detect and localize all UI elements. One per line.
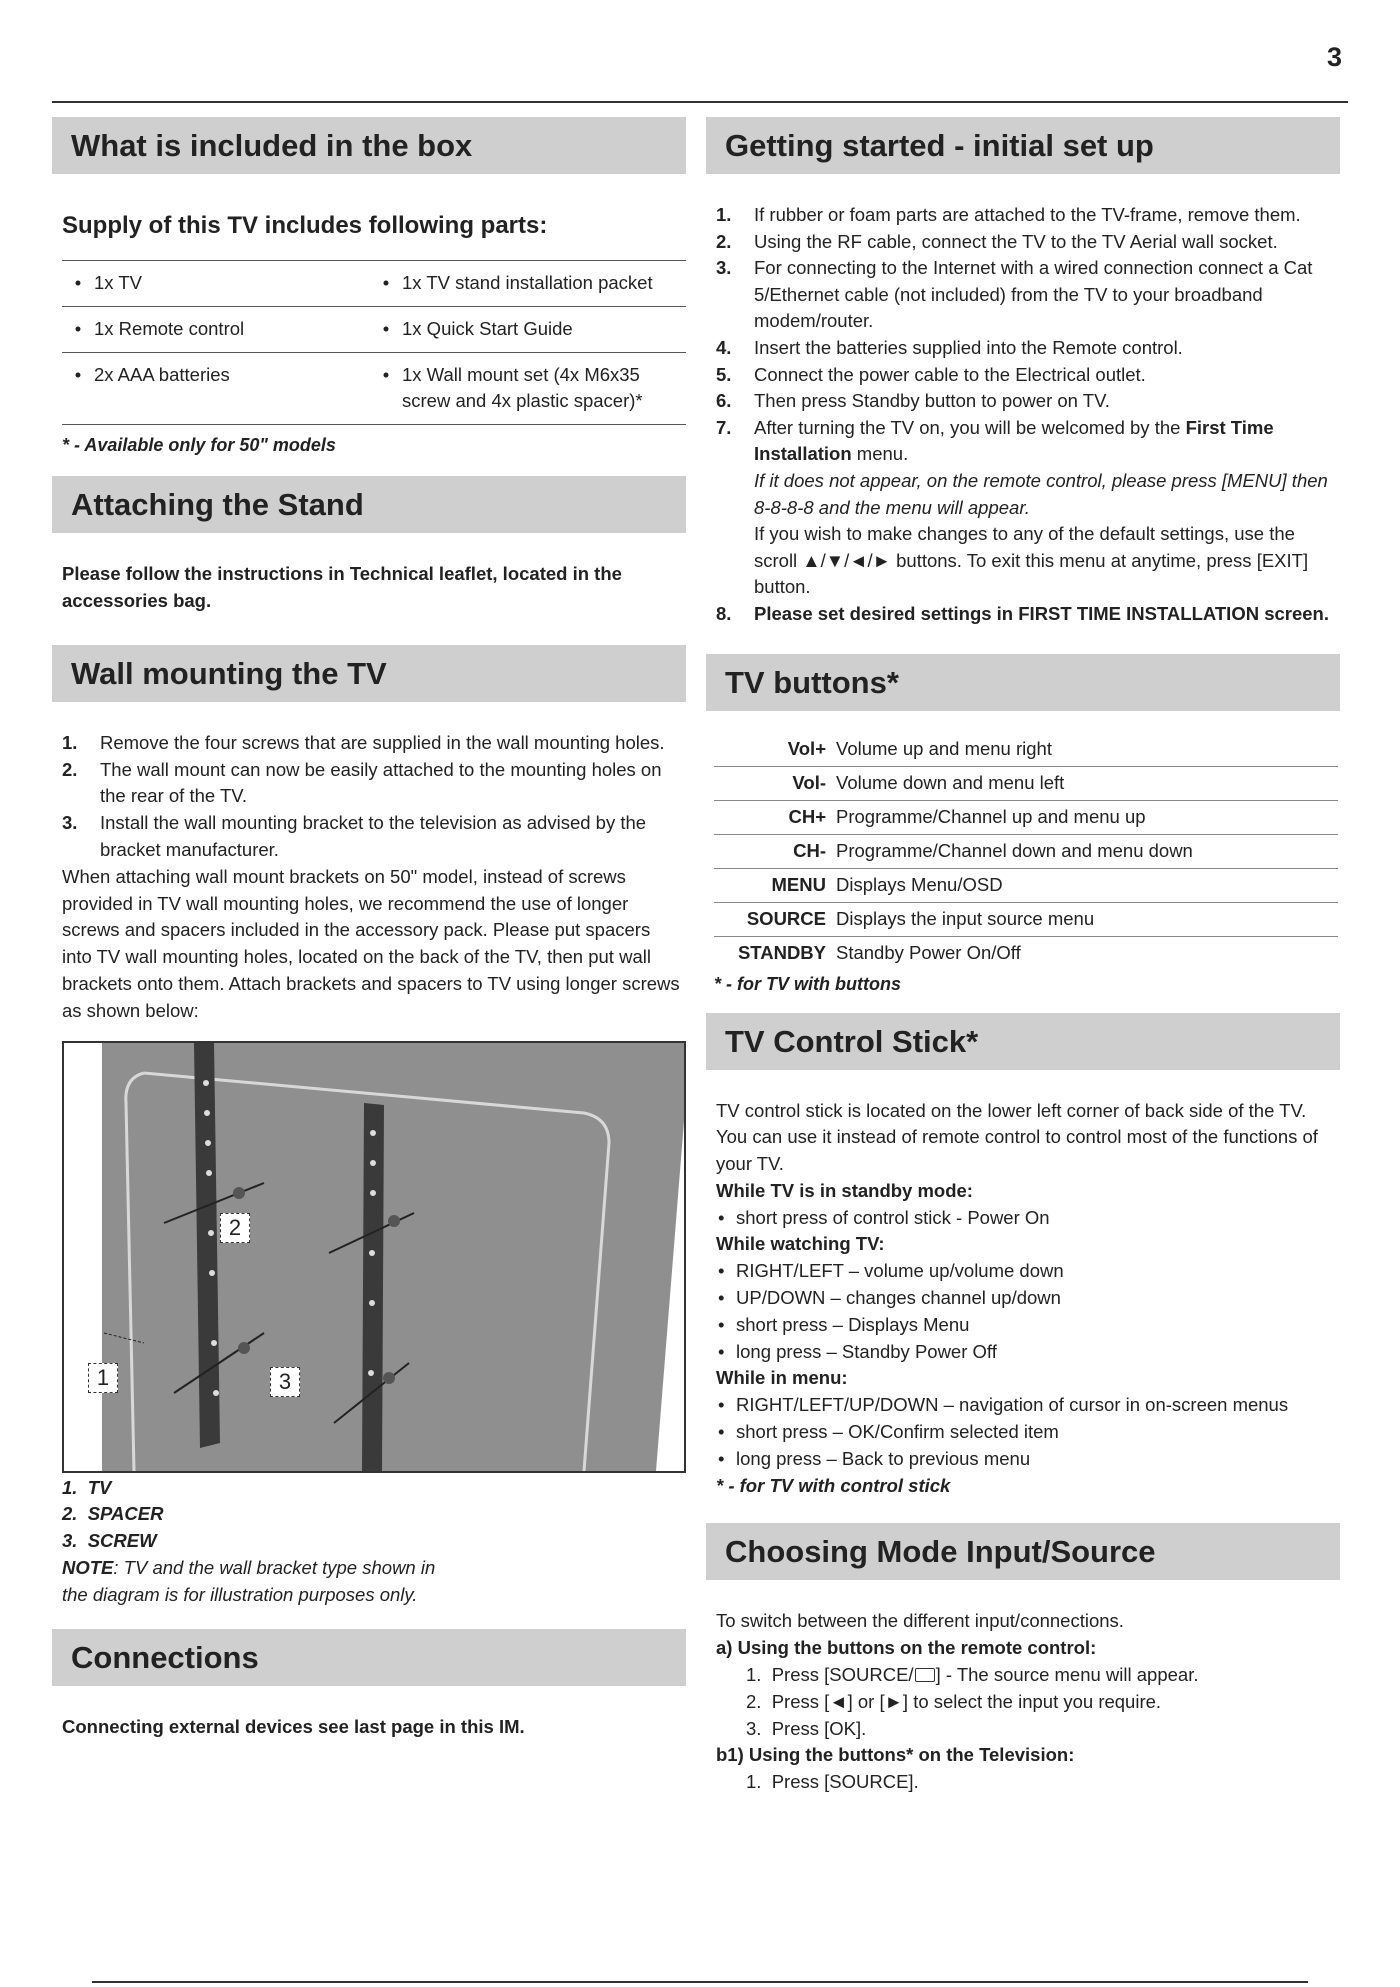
table-row: • 1x TV • 1x TV stand installation packet	[62, 261, 686, 307]
section-title-stick: TV Control Stick*	[706, 1013, 1340, 1070]
footer-rule	[92, 1981, 1308, 1983]
section-title-stand: Attaching the Stand	[52, 476, 686, 533]
table-row: SOURCE Displays the input source menu	[714, 902, 1338, 936]
source-remote-steps	[716, 1662, 1335, 1742]
list-item: 1. Remove the four screws that are supplied in the wall mounting holes.	[62, 731, 665, 753]
stick-intro: TV control stick is located on the lower left corner of back side of the TV. You can use it instead of remote control to control most of the functions of your TV.	[716, 1099, 1318, 1175]
list-item: 6. Then press Standby button to power on TV.	[716, 390, 1110, 412]
source-intro: To switch between the different input/connections.	[716, 1610, 1124, 1632]
source-body	[706, 1608, 1340, 1796]
list-item: • short press of control stick - Power On	[716, 1205, 1335, 1232]
part-cell: 1x TV stand installation packet	[402, 261, 686, 307]
header-rule	[52, 101, 1348, 103]
list-item: 2. Using the RF cable, connect the TV to the TV Aerial wall socket.	[716, 230, 1278, 252]
list-item: 4. Insert the batteries supplied into the Remote control.	[716, 336, 1183, 358]
table-row: Vol- Volume down and menu left	[714, 766, 1338, 800]
stick-heading-standby: While TV is in standby mode:	[716, 1179, 973, 1201]
part-cell: 1x Quick Start Guide	[402, 306, 686, 352]
list-item: 3. Install the wall mounting bracket to the television as advised by the bracket manufacturer.	[62, 812, 647, 860]
stick-note: * - for TV with control stick	[716, 1474, 951, 1496]
source-heading-tv: b1) Using the buttons* on the Television:	[716, 1744, 1075, 1766]
wall-mount-illustration	[64, 1043, 684, 1471]
right-column	[706, 117, 1340, 1796]
parts-table	[62, 260, 686, 425]
part-cell: 1x Wall mount set (4x M6x35 screw and 4x plastic spacer)*	[402, 352, 686, 425]
source-tv-steps	[716, 1769, 1335, 1796]
left-column	[52, 117, 686, 1740]
list-item: 1. Press [SOURCE/ ] - The source menu will appear.	[746, 1664, 1199, 1686]
wall-mount-diagram	[62, 1041, 686, 1473]
list-item: • long press – Standby Power Off	[716, 1339, 1335, 1366]
list-item: 7. After turning the TV on, you will be welcomed by the First Time Installation menu. If it does not appear, on the remote control, please press [MENU] then 8-8-8-8 and the menu will appear. If you wish to make changes to any of the default settings, use the scroll ▲/▼/◄/► buttons. To exit this menu at anytime, press [EXIT] button.	[716, 416, 1328, 598]
page-number: 3	[1326, 42, 1342, 72]
wall-paragraph: When attaching wall mount brackets on 50" model, instead of screws provided in TV wall mounting holes, we recommend the use of longer screws and spacers included in the accessory pack. Please put spacers into TV wall mounting holes, located on the back of the TV, then put wall brackets onto them. Attach brackets and spacers to TV using longer screws as shown below:	[62, 865, 680, 1021]
list-item: 1. Press [SOURCE].	[746, 1771, 919, 1793]
stick-list-standby	[716, 1205, 1335, 1232]
list-item: • short press – OK/Confirm selected item	[716, 1419, 1335, 1446]
table-row: • 2x AAA batteries • 1x Wall mount set (4x M6x35 screw and 4x plastic spacer)*	[62, 352, 686, 425]
wall-steps	[62, 730, 681, 864]
section-title-connections: Connections	[52, 1629, 686, 1686]
buttons-note: * - for TV with buttons	[714, 973, 901, 994]
list-item: 3. For connecting to the Internet with a wired connection connect a Cat 5/Ethernet cable (not included) from the TV to your broadband modem/router.	[716, 257, 1313, 332]
section-title-buttons: TV buttons*	[706, 654, 1340, 711]
part-cell: 2x AAA batteries	[94, 352, 370, 425]
list-item: 8. Please set desired settings in FIRST TIME INSTALLATION screen.	[716, 602, 1329, 624]
section-title-wall: Wall mounting the TV	[52, 645, 686, 702]
table-row: • 1x Remote control • 1x Quick Start Guide	[62, 306, 686, 352]
list-item: 1. If rubber or foam parts are attached to the TV-frame, remove them.	[716, 204, 1301, 225]
part-cell: 1x TV	[94, 261, 370, 307]
callout-1: 1	[88, 1363, 118, 1393]
wall-body	[52, 730, 686, 1025]
stick-heading-watching: While watching TV:	[716, 1233, 885, 1255]
callout-2: 2	[220, 1213, 250, 1243]
source-heading-remote: a) Using the buttons on the remote control:	[716, 1637, 1097, 1659]
diagram-legend	[52, 1475, 686, 1609]
list-item: • UP/DOWN – changes channel up/down	[716, 1285, 1335, 1312]
box-subtitle: Supply of this TV includes following parts:	[62, 212, 548, 239]
connections-text: Connecting external devices see last page in this IM.	[62, 1715, 525, 1737]
stick-body	[706, 1098, 1340, 1500]
stand-text: Please follow the instructions in Technical leaflet, located in the accessories bag.	[62, 563, 622, 611]
box-note: * - Available only for 50" models	[62, 435, 336, 456]
legend-item: 2. SPACER	[62, 1503, 164, 1525]
legend-item: 3. SCREW	[62, 1530, 157, 1552]
list-item: 3. Press [OK].	[746, 1717, 867, 1739]
list-item: 2. The wall mount can now be easily attached to the mounting holes on the rear of the TV.	[62, 758, 662, 807]
diagram-note: NOTE: TV and the wall bracket type shown in the diagram is for illustration purposes only.	[62, 1556, 436, 1605]
legend-item: 1. TV	[62, 1476, 112, 1498]
list-item: • short press – Displays Menu	[716, 1312, 1335, 1339]
part-cell: 1x Remote control	[94, 306, 370, 352]
section-title-source: Choosing Mode Input/Source	[706, 1523, 1340, 1580]
table-row: Vol+ Volume up and menu right	[714, 733, 1338, 767]
stick-heading-menu: While in menu:	[716, 1367, 848, 1389]
source-input-icon	[915, 1668, 935, 1682]
table-row: CH- Programme/Channel down and menu down	[714, 834, 1338, 868]
setup-steps	[716, 202, 1335, 628]
list-item: • RIGHT/LEFT/UP/DOWN – navigation of cursor in on-screen menus	[716, 1392, 1335, 1419]
table-row: CH+ Programme/Channel up and menu up	[714, 800, 1338, 834]
list-item: 2. Press [◄] or [►] to select the input you require.	[746, 1690, 1162, 1712]
setup-body	[706, 202, 1340, 628]
stick-list-watching	[716, 1258, 1335, 1365]
section-title-setup: Getting started - initial set up	[706, 117, 1340, 174]
stick-list-menu	[716, 1392, 1335, 1472]
list-item: • RIGHT/LEFT – volume up/volume down	[716, 1258, 1335, 1285]
list-item: • long press – Back to previous menu	[716, 1446, 1335, 1473]
callout-3: 3	[270, 1367, 300, 1397]
buttons-table	[714, 733, 1338, 970]
table-row: STANDBY Standby Power On/Off	[737, 942, 1021, 963]
list-item: 5. Connect the power cable to the Electrical outlet.	[716, 363, 1146, 385]
section-title-box: What is included in the box	[52, 117, 686, 174]
table-row: MENU Displays Menu/OSD	[714, 868, 1338, 902]
